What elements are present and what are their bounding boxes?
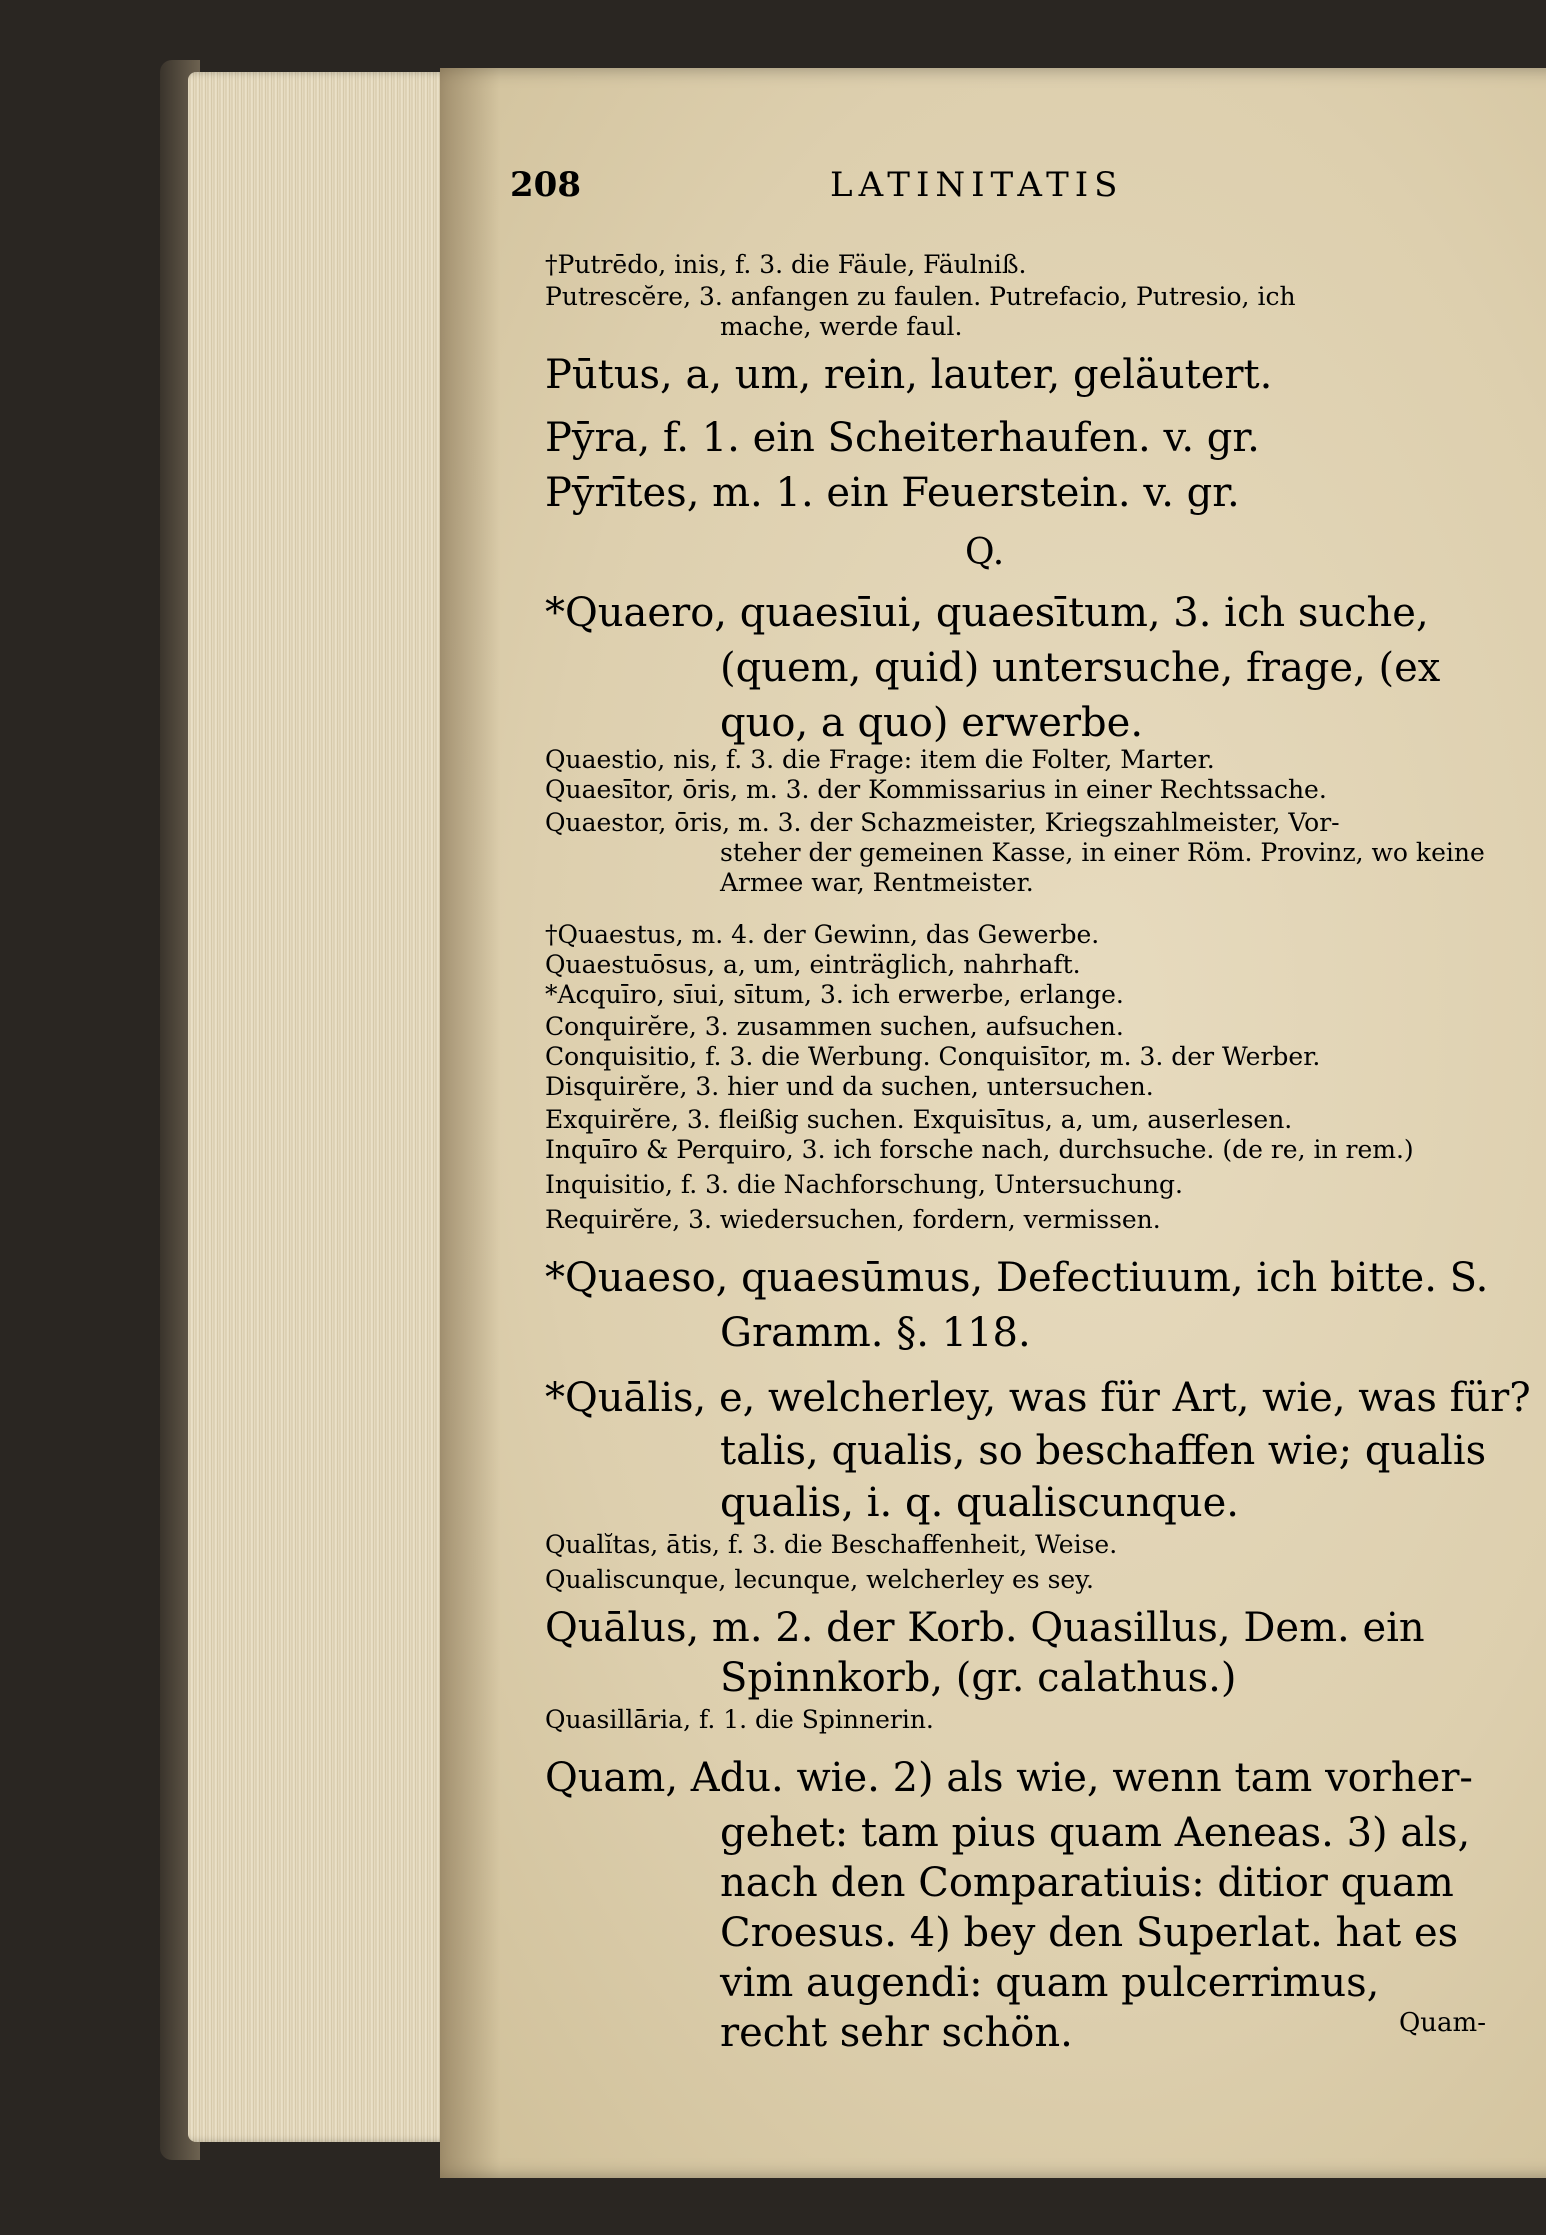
entry-line: gehet: tam pius quam Aeneas. 3) als,: [720, 1810, 1471, 1856]
entry-line: qualis, i. q. qualiscunque.: [720, 1480, 1240, 1526]
entry-line: Qualĭtas, ātis, f. 3. die Beschaffenheit, Weise.: [545, 1530, 1118, 1559]
catchword: Quam-: [1398, 2008, 1486, 2038]
section-letter: Q.: [965, 532, 1005, 573]
entry-line: recht sehr schön.: [720, 2010, 1073, 2056]
running-title: LATINITATIS: [830, 165, 1124, 205]
page-number: 208: [510, 165, 581, 205]
entry-line: Pūtus, a, um, rein, lauter, geläutert.: [545, 352, 1273, 398]
entry-line: Quaestuōsus, a, um, einträglich, nahrhaft.: [545, 950, 1081, 979]
entry-line: Spinnkorb, (gr. calathus.): [720, 1655, 1237, 1701]
entry-line: Conquirĕre, 3. zusammen suchen, aufsuchen.: [545, 1012, 1124, 1041]
entry-line: Qualiscunque, lecunque, welcherley es sey.: [545, 1565, 1094, 1594]
entry-line: Quālus, m. 2. der Korb. Quasillus, Dem. ein: [545, 1605, 1425, 1651]
entry-line: Putrescĕre, 3. anfangen zu faulen. Putrefacio, Putresio, ich: [545, 282, 1296, 311]
entry-line: Pȳra, f. 1. ein Scheiterhaufen. v. gr.: [545, 415, 1260, 461]
entry-line: Gramm. §. 118.: [720, 1310, 1031, 1356]
page-header: [510, 165, 1410, 215]
entry-line: Disquirĕre, 3. hier und da suchen, untersuchen.: [545, 1072, 1154, 1101]
entry-line: mache, werde faul.: [720, 312, 963, 341]
entry-line: *Acquīro, sīui, sītum, 3. ich erwerbe, erlange.: [545, 980, 1124, 1009]
entry-line: steher der gemeinen Kasse, in einer Röm. Provinz, wo keine: [720, 838, 1485, 867]
entry-line: Exquirĕre, 3. fleißig suchen. Exquisītus, a, um, auserlesen.: [545, 1105, 1293, 1134]
entry-line: Inquisitio, f. 3. die Nachforschung, Untersuchung.: [545, 1170, 1184, 1199]
entry-line: Armee war, Rentmeister.: [720, 868, 1034, 897]
entry-line: †Putrēdo, inis, f. 3. die Fäule, Fäulniß.: [545, 250, 1027, 279]
entry-line: (quem, quid) untersuche, frage, (ex: [720, 645, 1441, 691]
page-edges: [188, 72, 458, 2142]
entry-line: Pȳrītes, m. 1. ein Feuerstein. v. gr.: [545, 470, 1240, 516]
entry-line: talis, qualis, so beschaffen wie; qualis: [720, 1428, 1487, 1474]
entry-line: quo, a quo) erwerbe.: [720, 700, 1144, 746]
gutter-shadow: [440, 68, 500, 2178]
entry-line: vim augendi: quam pulcerrimus,: [720, 1960, 1380, 2006]
entry-line: †Quaestus, m. 4. der Gewinn, das Gewerbe.: [545, 920, 1100, 949]
entry-line: Quasillāria, f. 1. die Spinnerin.: [545, 1705, 934, 1734]
entry-line: Conquisitio, f. 3. die Werbung. Conquisītor, m. 3. der Werber.: [545, 1042, 1321, 1071]
entry-line: *Quālis, e, welcherley, was für Art, wie, was für?: [545, 1375, 1531, 1421]
entry-line: Quaestor, ōris, m. 3. der Schazmeister, Kriegszahlmeister, Vor-: [545, 808, 1340, 837]
entry-line: Croesus. 4) bey den Superlat. hat es: [720, 1910, 1459, 1956]
entry-line: Quaestio, nis, f. 3. die Frage: item die Folter, Marter.: [545, 745, 1215, 774]
entry-line: Requirĕre, 3. wiedersuchen, fordern, vermissen.: [545, 1205, 1161, 1234]
entry-line: Quaesītor, ōris, m. 3. der Kommissarius in einer Rechtssache.: [545, 775, 1327, 804]
entry-line: Inquīro & Perquiro, 3. ich forsche nach, durchsuche. (de re, in rem.): [545, 1135, 1414, 1164]
entry-line: Quam, Adu. wie. 2) als wie, wenn tam vorher-: [545, 1755, 1473, 1801]
entry-line: *Quaeso, quaesūmus, Defectiuum, ich bitte. S.: [545, 1255, 1489, 1301]
entry-line: *Quaero, quaesīui, quaesītum, 3. ich suche,: [545, 590, 1429, 636]
entry-line: nach den Comparatiuis: ditior quam: [720, 1860, 1454, 1906]
